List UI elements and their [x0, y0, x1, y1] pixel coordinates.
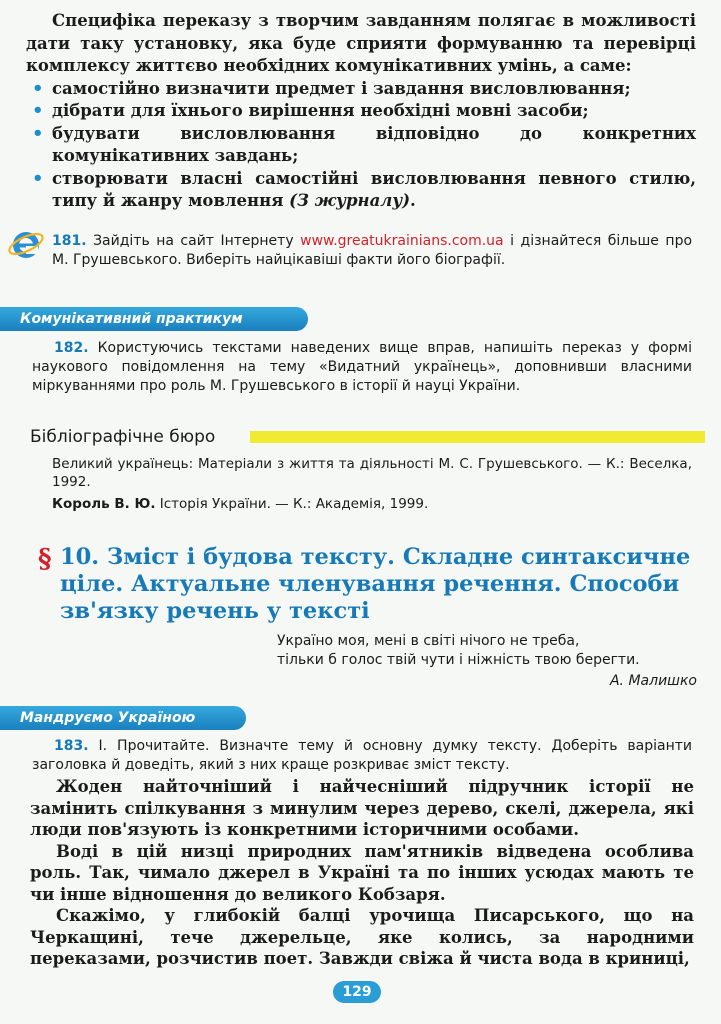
text-paragraph: Скажімо, у глибокій балці урочища Писарського, що на Черкащині, тече джерельце, яке колись, за народними переказами, розчистив поет. Завжди свіжа й чиста вода в криниці,	[30, 906, 694, 968]
intro-paragraph: Специфіка переказу з творчим завданням полягає в можливості дати таку установку, яка буде сприяти формуванню та перевірці комплексу життєво необхідних комунікативних умінь, а саме:	[26, 11, 696, 75]
bibliography-entry: Великий українець: Матеріали з життя та діяльності М. С. Грушевського. — К.: Веселка, 1992.	[52, 456, 692, 490]
epigraph	[277, 632, 697, 691]
list-item: • будувати висловлювання відповідно до конкретних комунікативних завдань;	[26, 123, 696, 168]
highlight-stripe	[250, 431, 705, 443]
source-reference: (З журналу)	[289, 191, 411, 210]
task-182	[32, 339, 692, 396]
task-number: 183.	[54, 738, 89, 754]
bibliography-entry	[52, 495, 692, 513]
entry-text: Історія України. — К.: Академія, 1999.	[159, 496, 429, 512]
list-item-text: створювати власні самостійні висловлювання певного стилю, типу й жанру мовлення	[52, 168, 696, 210]
bibliography-header	[0, 426, 705, 448]
epigraph-line: тільки б голос твій чути і ніжність твою берегти.	[277, 652, 640, 668]
task-text: І. Прочитайте. Визначте тему й основну думку тексту. Доберіть варіанти заголовка й доведіть, який з них краще розкриває зміст тексту.	[32, 738, 693, 773]
reading-text	[30, 776, 694, 970]
website-link[interactable]: www.greatukrainians.com.ua	[300, 233, 504, 249]
bibliography-list	[52, 455, 692, 513]
section-title: 10. Зміст і будова тексту. Складне синтаксичне ціле. Актуальне членування речення. Способи зв'язку речень у тексті	[60, 544, 691, 624]
list-item: • самостійно визначити предмет і завдання висловлювання;	[26, 78, 696, 101]
task-text: і дізнайтеся більше про М. Грушевського. Виберіть найцікавіші факти його біографії.	[52, 233, 693, 268]
task-181	[52, 232, 692, 270]
task-text: Зайдіть на сайт Інтернету	[93, 233, 294, 249]
internet-explorer-icon	[6, 224, 46, 264]
section-banner-practicum: Комунікативний практикум	[0, 307, 308, 331]
page-number: 129	[333, 981, 381, 1003]
list-item	[26, 168, 696, 213]
end-punctuation: .	[410, 191, 416, 210]
text-paragraph: Жоден найточніший і найчесніший підручник історії не замінить спілкування з минулим через дерево, скелі, джерела, які люди пов'язують із конкретними історичними особами.	[30, 777, 694, 839]
bibliography-title: Бібліографічне бюро	[30, 426, 221, 448]
section-symbol: §	[38, 544, 52, 574]
section-banner-travel: Мандруємо Україною	[0, 706, 246, 730]
task-number: 182.	[54, 340, 89, 356]
entry-author: Король В. Ю.	[52, 496, 156, 512]
intro-block	[26, 10, 696, 213]
task-number: 181.	[52, 233, 87, 249]
text-paragraph: Воді в цій низці природних пам'ятників відведена особлива роль. Так, чимало джерел в Україні та по інших усюдах мають те чи інше відношення до великого Кобзаря.	[30, 841, 694, 904]
task-183	[32, 737, 692, 775]
epigraph-author: А. Малишко	[609, 673, 697, 689]
list-item: • дібрати для їхнього вирішення необхідні мовні засоби;	[26, 100, 696, 123]
task-text: Користуючись текстами наведених вище вправ, напишіть переказ у формі наукового повідомлення на тему «Видатний українець», доповнивши власними міркуваннями про роль М. Грушевського в історії й науці України.	[32, 340, 692, 394]
epigraph-line: Україно моя, мені в світі нічого не треба,	[277, 633, 580, 649]
skills-list	[26, 78, 696, 213]
